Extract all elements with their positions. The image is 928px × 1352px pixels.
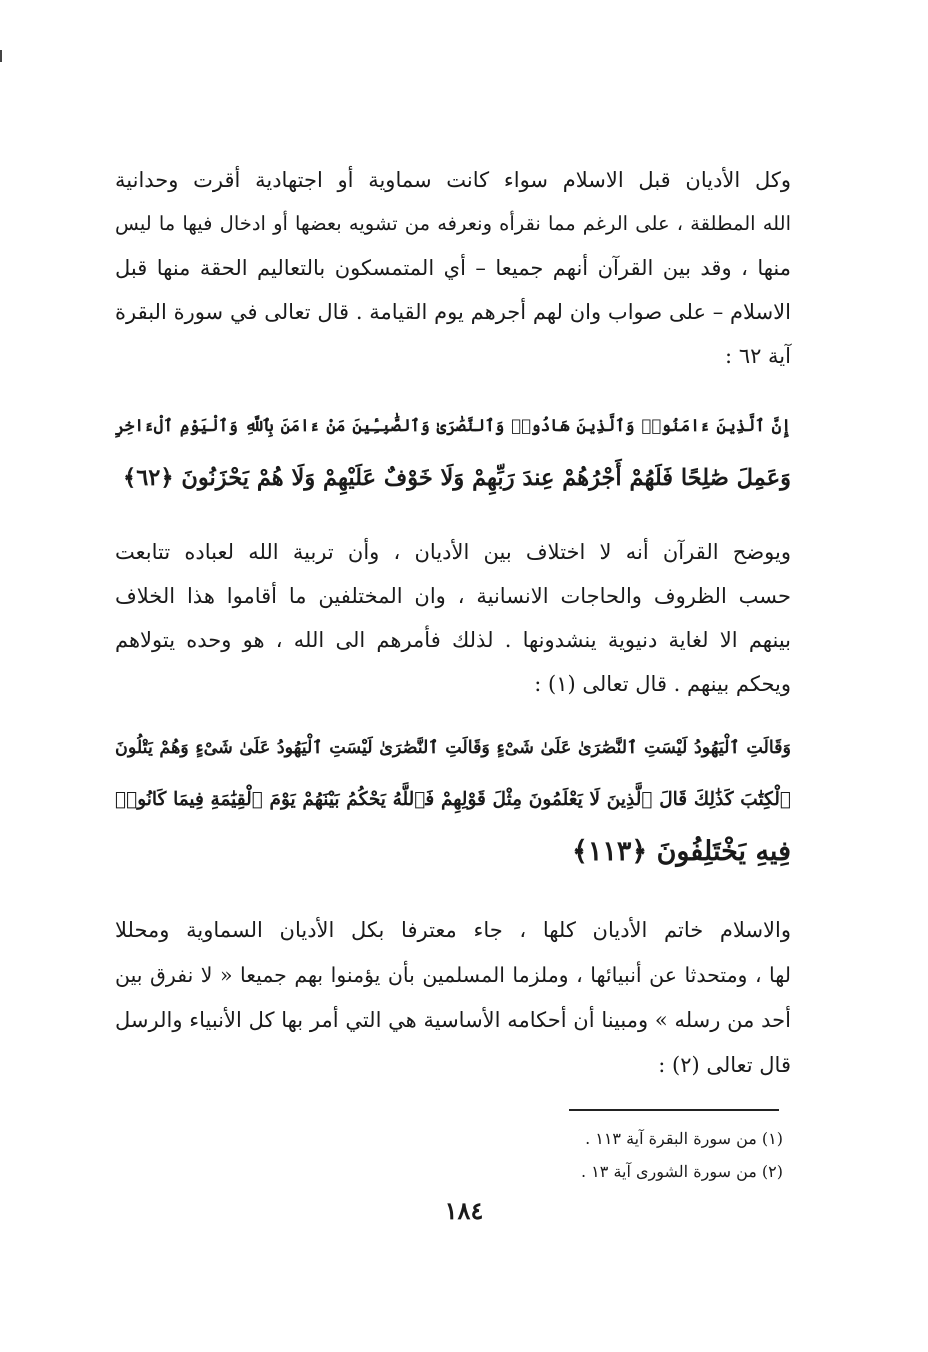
paragraph-3: [115, 908, 791, 1088]
quran-verse-1: [115, 400, 791, 504]
verse-line: فِيهِ يَخْتَلِفُونَ ﴿١١٣﴾: [572, 836, 791, 867]
paragraph-line: حسب الظروف والحاجات الانسانية ، وان المختلفين ما أقاموا هذا الخلاف: [115, 584, 791, 608]
paragraph-1: [115, 158, 791, 378]
paragraph-line: أحد من رسله » ومبينا أن أحكامه الأساسية هي التي أمر بها كل الأنبياء والرسل: [115, 1008, 791, 1032]
footnote-divider: [569, 1109, 779, 1111]
paragraph-line: ويحكم بينهم . قال تعالى (١) :: [534, 672, 791, 696]
page-edge-mark: [0, 50, 2, 62]
paragraph-line: قال تعالى (٢) :: [658, 1053, 791, 1077]
footnote-2: (٢) من سورة الشورى آية ١٣ .: [581, 1162, 783, 1181]
paragraph-line: ويوضح القرآن أنه لا اختلاف بين الأديان ، وأن تربية الله لعباده تتابعت: [115, 540, 791, 564]
verse-line: إِنَّ ٱلَّذِينَ ءَامَنُوا۟ وَٱلَّذِينَ هَادُوا۟ وَٱلنَّصَٰرَىٰ وَٱلصَّٰبِـِٔينَ مَنْ ءَامَنَ بِٱللَّهِ وَٱلْيَوْمِ ٱلْءَاخِرِ: [115, 416, 791, 435]
verse-line: ٱلْكِتَٰبَ كَذَٰلِكَ قَالَ ٱلَّذِينَ لَا يَعْلَمُونَ مِثْلَ قَوْلِهِمْ فَٱللَّهُ يَحْكُمُ بَيْنَهُمْ يَوْمَ ٱلْقِيَٰمَةِ فِيمَا كَانُوا۟: [115, 789, 791, 810]
paragraph-line: آية ٦٢ :: [725, 344, 791, 368]
paragraph-2: [115, 530, 791, 706]
quran-verse-2: [115, 722, 791, 878]
paragraph-line: بينهم الا لغاية دنيوية ينشدونها . لذلك فأمرهم الى الله ، هو وحده يتولاهم: [115, 628, 791, 652]
paragraph-line: الاسلام – على صواب وان لهم أجرهم يوم القيامة . قال تعالى في سورة البقرة: [115, 300, 791, 324]
verse-line: وَعَمِلَ صَٰلِحًا فَلَهُمْ أَجْرُهُمْ عِندَ رَبِّهِمْ وَلَا خَوْفٌ عَلَيْهِمْ وَلَا هُمْ يَحْزَنُونَ ﴿٦٢﴾: [123, 465, 791, 491]
footnotes: [400, 1122, 783, 1188]
paragraph-line: وكل الأديان قبل الاسلام سواء كانت سماوية أو اجتهادية أقرت وحدانية: [115, 168, 791, 192]
verse-line: وَقَالَتِ ٱلْيَهُودُ لَيْسَتِ ٱلنَّصَٰرَىٰ عَلَىٰ شَىْءٍ وَقَالَتِ ٱلنَّصَٰرَىٰ لَيْسَتِ ٱلْيَهُودُ عَلَىٰ شَىْءٍ وَهُمْ يَتْلُونَ: [115, 738, 791, 758]
page-number: ١٨٤: [444, 1196, 484, 1225]
footnote-1: (١) من سورة البقرة آية ١١٣ .: [585, 1129, 783, 1148]
paragraph-line: الله المطلقة ، على الرغم مما نقرأه ونعرفه من تشويه بعضها أو ادخال فيها ما ليس: [115, 212, 791, 235]
paragraph-line: والاسلام خاتم الأديان كلها ، جاء معترفا بكل الأديان السماوية ومحللا: [115, 918, 791, 942]
paragraph-line: لها ، ومتحدثا عن أنبيائها ، وملزما المسلمين بأن يؤمنوا بهم جميعا « لا نفرق بين: [115, 963, 791, 987]
paragraph-line: منها ، وقد بين القرآن أنهم جميعا – أي المتمسكون بالتعاليم الحقة منها قبل: [115, 256, 791, 280]
